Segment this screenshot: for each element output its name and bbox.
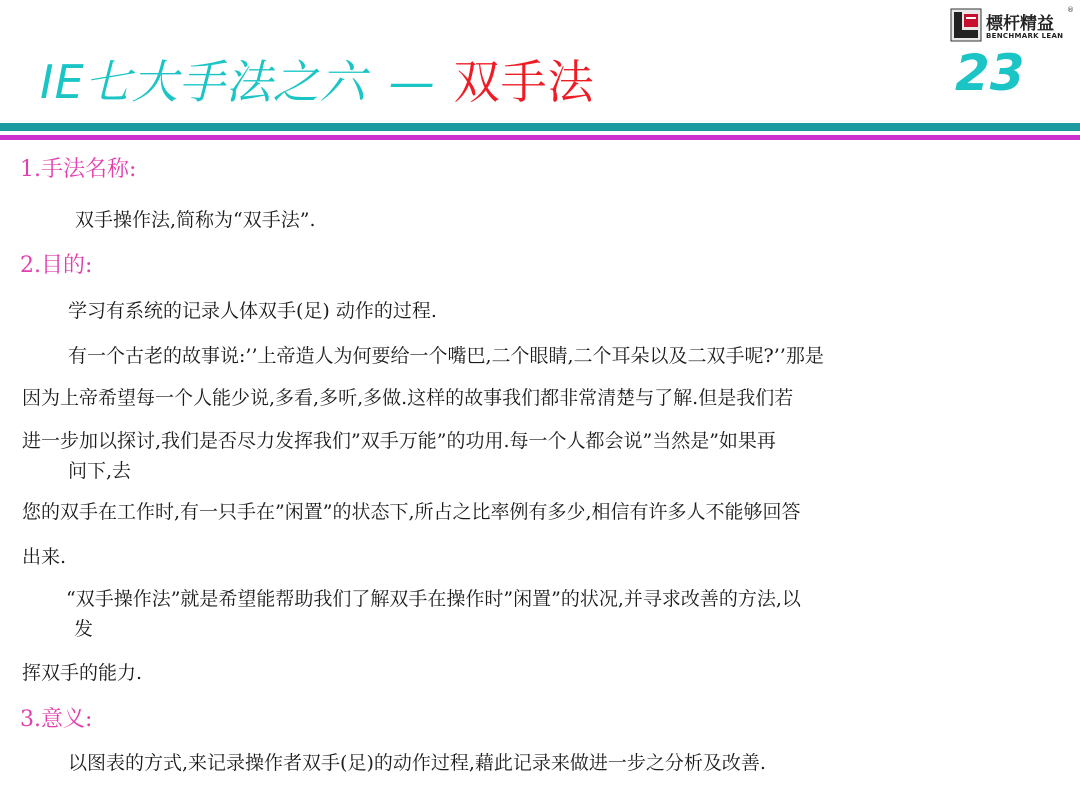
slide-title-topic: 双手法 xyxy=(453,55,595,109)
slide-title-dash: — xyxy=(388,55,436,109)
logo-name-en: BENCHMARK LEAN xyxy=(986,32,1064,40)
section-text-name: 双手操作法,简称为“双手法”. xyxy=(75,209,316,231)
purpose-paragraph-2-line-3: 进一步加以探讨,我们是否尽力发挥我们”双手万能”的功用.每一个人都会说”当然是”如果再 xyxy=(22,430,776,452)
purpose-paragraph-3-line-1: “双手操作法”就是希望能帮助我们了解双手在操作时”闲置”的状况,并寻求改善的方法,以 xyxy=(66,588,801,610)
logo-registered-mark: ® xyxy=(1067,6,1074,14)
purpose-paragraph-2-line-5: 您的双手在工作时,有一只手在”闲置”的状态下,所占之比率例有多少,相信有许多人不能够回答 xyxy=(22,501,801,523)
purpose-paragraph-2-line-2: 因为上帝希望每一个人能少说,多看,多听,多做.这样的故事我们都非常清楚与了解.但是我们若 xyxy=(22,387,794,409)
slide-title-prefix: IE七大手法之六 xyxy=(40,55,367,109)
logo-name-cn: 標杆精益 xyxy=(986,14,1054,34)
purpose-paragraph-2-line-6: 出来. xyxy=(22,546,67,568)
purpose-paragraph-3-line-3: 挥双手的能力. xyxy=(22,662,143,684)
section-heading-name: 1.手法名称: xyxy=(20,157,137,182)
purpose-paragraph-2-line-4: 问下,去 xyxy=(68,460,132,482)
purpose-paragraph-3-line-2: 发 xyxy=(74,618,94,640)
slide-title xyxy=(40,46,595,112)
purpose-paragraph-2-line-1: 有一个古老的故事说:’’上帝造人为何要给一个嘴巴,二个眼睛,二个耳朵以及二双手呢?’’那是 xyxy=(68,345,824,367)
section-heading-purpose: 2.目的: xyxy=(20,253,93,278)
company-logo xyxy=(950,8,1075,44)
logo-mark-icon xyxy=(950,8,982,42)
section-heading-meaning: 3.意义: xyxy=(20,707,93,732)
section-text-meaning: 以图表的方式,来记录操作者双手(足)的动作过程,藉此记录来做进一步之分析及改善. xyxy=(68,752,766,774)
header-rule-magenta xyxy=(0,135,1080,140)
header-rule-teal xyxy=(0,123,1080,131)
slide-number: 23 xyxy=(955,44,1025,102)
purpose-paragraph-1: 学习有系统的记录人体双手(足) 动作的过程. xyxy=(68,300,437,322)
